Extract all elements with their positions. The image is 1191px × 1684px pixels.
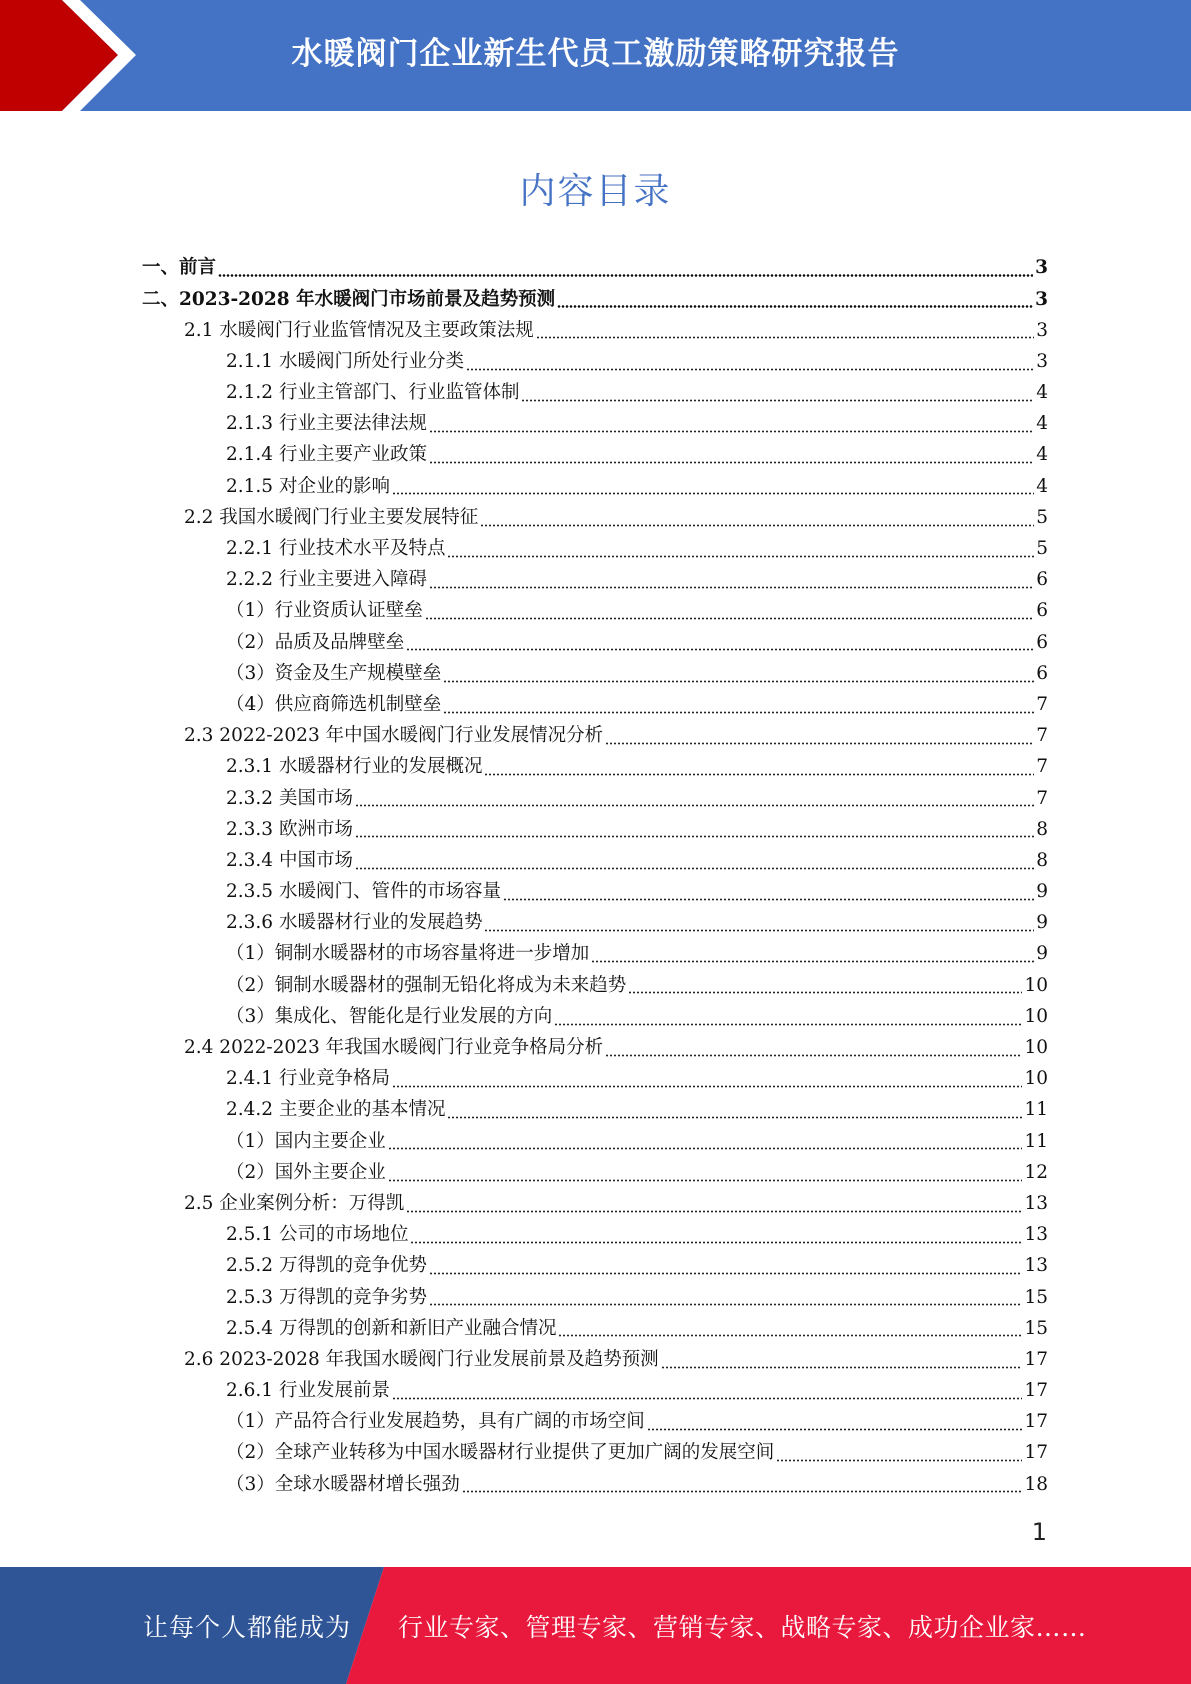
table-of-contents	[142, 253, 1048, 1501]
toc-entry[interactable]	[142, 1407, 1048, 1438]
toc-dot-leader	[466, 368, 1034, 371]
toc-entry-title: （4）供应商筛选机制壁垒	[226, 693, 442, 715]
toc-entry-page: 12	[1024, 1161, 1048, 1183]
toc-dot-leader	[429, 1272, 1022, 1275]
toc-dot-leader	[392, 1397, 1022, 1400]
toc-entry-page: 8	[1036, 849, 1048, 871]
toc-entry[interactable]	[142, 315, 1048, 346]
toc-entry-page: 17	[1024, 1348, 1048, 1370]
toc-entry[interactable]	[142, 908, 1048, 939]
toc-entry[interactable]	[142, 1157, 1048, 1188]
toc-dot-leader	[447, 555, 1034, 558]
toc-dot-leader	[355, 804, 1034, 807]
toc-dot-leader	[605, 1054, 1022, 1057]
toc-heading: 内容目录	[519, 171, 672, 212]
toc-entry-title: （2）国外主要企业	[226, 1161, 386, 1183]
toc-entry-title: 2.5.3 万得凯的竞争劣势	[226, 1286, 427, 1308]
toc-entry-title: （1）铜制水暖器材的市场容量将进一步增加	[226, 943, 590, 965]
toc-dot-leader	[558, 1334, 1022, 1337]
toc-entry-page: 3	[1035, 288, 1048, 310]
toc-entry-page: 4	[1036, 413, 1048, 435]
toc-dot-leader	[429, 430, 1034, 433]
toc-entry[interactable]	[142, 877, 1048, 908]
toc-entry-page: 6	[1036, 600, 1048, 622]
toc-entry-title: 2.3.6 水暖器材行业的发展趋势	[226, 912, 483, 934]
toc-entry[interactable]	[142, 1002, 1048, 1033]
toc-entry[interactable]	[142, 284, 1048, 315]
toc-entry-page: 8	[1036, 818, 1048, 840]
toc-dot-leader	[536, 336, 1034, 339]
toc-entry-title: 2.1.2 行业主管部门、行业监管体制	[226, 382, 520, 404]
toc-entry-title: 2.5.4 万得凯的创新和新旧产业融合情况	[226, 1317, 557, 1339]
toc-dot-leader	[591, 960, 1034, 963]
toc-dot-leader	[480, 524, 1034, 527]
toc-entry[interactable]	[142, 1095, 1048, 1126]
toc-entry[interactable]	[142, 721, 1048, 752]
toc-entry[interactable]	[142, 347, 1048, 378]
toc-entry-page: 15	[1024, 1317, 1048, 1339]
toc-entry[interactable]	[142, 1469, 1048, 1500]
toc-entry-page: 5	[1036, 506, 1048, 528]
toc-entry-page: 4	[1036, 475, 1048, 497]
toc-dot-leader	[443, 680, 1034, 683]
toc-dot-leader	[388, 1147, 1023, 1150]
toc-entry-title: 2.5.1 公司的市场地位	[226, 1224, 409, 1246]
toc-dot-leader	[388, 1179, 1023, 1182]
toc-entry-page: 3	[1036, 350, 1048, 372]
toc-entry-page: 18	[1024, 1473, 1048, 1495]
toc-entry[interactable]	[142, 1126, 1048, 1157]
report-header	[0, 0, 1191, 111]
toc-entry-title: （3）全球水暖器材增长强劲	[226, 1473, 460, 1495]
toc-entry-title: 2.4 2022-2023 年我国水暖阀门行业竞争格局分析	[184, 1037, 604, 1059]
toc-entry-title: 2.3.3 欧洲市场	[226, 818, 353, 840]
toc-entry-page: 11	[1024, 1099, 1048, 1121]
toc-entry-page: 5	[1036, 538, 1048, 560]
toc-entry[interactable]	[142, 534, 1048, 565]
toc-entry-page: 6	[1036, 662, 1048, 684]
toc-entry-title: 二、2023-2028 年水暖阀门市场前景及趋势预测	[142, 288, 556, 310]
toc-entry-page: 10	[1024, 1005, 1048, 1027]
toc-entry[interactable]	[142, 253, 1048, 284]
toc-entry-title: 2.5.2 万得凯的竞争优势	[226, 1255, 427, 1277]
toc-dot-leader	[484, 773, 1034, 776]
toc-entry[interactable]	[142, 783, 1048, 814]
toc-dot-leader	[392, 492, 1034, 495]
toc-entry[interactable]	[142, 690, 1048, 721]
toc-entry-page: 13	[1024, 1192, 1048, 1214]
toc-entry-page: 7	[1036, 756, 1048, 778]
toc-entry[interactable]	[142, 440, 1048, 471]
toc-entry[interactable]	[142, 565, 1048, 596]
toc-dot-leader	[503, 898, 1034, 901]
toc-dot-leader	[521, 399, 1034, 402]
toc-entry-title: 2.3.2 美国市场	[226, 787, 353, 809]
toc-dot-leader	[554, 1023, 1022, 1026]
toc-dot-leader	[443, 711, 1034, 714]
toc-entry-title: （2）品质及品牌壁垒	[226, 631, 405, 653]
toc-dot-leader	[447, 1116, 1022, 1119]
toc-entry[interactable]	[142, 1313, 1048, 1344]
toc-dot-leader	[776, 1459, 1022, 1462]
toc-dot-leader	[605, 742, 1034, 745]
toc-entry[interactable]	[142, 378, 1048, 409]
toc-entry-page: 6	[1036, 631, 1048, 653]
toc-entry-title: 2.1.4 行业主要产业政策	[226, 444, 427, 466]
toc-entry-title: （3）集成化、智能化是行业发展的方向	[226, 1005, 553, 1027]
toc-entry[interactable]	[142, 471, 1048, 502]
toc-entry-title: 2.6 2023-2028 年我国水暖阀门行业发展前景及趋势预测	[184, 1348, 659, 1370]
toc-entry[interactable]	[142, 596, 1048, 627]
toc-dot-leader	[355, 867, 1034, 870]
toc-entry-page: 11	[1024, 1130, 1048, 1152]
toc-entry-title: 2.3.5 水暖阀门、管件的市场容量	[226, 881, 501, 903]
toc-dot-leader	[406, 648, 1034, 651]
toc-entry-page: 17	[1024, 1380, 1048, 1402]
toc-dot-leader	[557, 305, 1033, 308]
toc-dot-leader	[410, 1241, 1022, 1244]
toc-entry-page: 13	[1024, 1224, 1048, 1246]
toc-entry[interactable]	[142, 939, 1048, 970]
toc-entry-title: （2）铜制水暖器材的强制无铅化将成为未来趋势	[226, 974, 627, 996]
toc-entry[interactable]	[142, 1376, 1048, 1407]
footer-slogan-left: 让每个人都能成为	[143, 1612, 352, 1642]
toc-entry[interactable]	[142, 503, 1048, 534]
toc-entry-title: 2.1.5 对企业的影响	[226, 475, 390, 497]
toc-entry-title: （1）国内主要企业	[226, 1130, 386, 1152]
toc-dot-leader	[425, 617, 1034, 620]
toc-entry-page: 17	[1024, 1442, 1048, 1464]
toc-entry-page: 15	[1024, 1286, 1048, 1308]
toc-entry-page: 10	[1024, 1068, 1048, 1090]
toc-entry-title: 2.2.1 行业技术水平及特点	[226, 538, 446, 560]
toc-entry[interactable]	[142, 1282, 1048, 1313]
toc-entry-page: 9	[1036, 943, 1048, 965]
toc-entry-title: 2.5 企业案例分析：万得凯	[184, 1192, 405, 1214]
toc-entry-page: 7	[1036, 693, 1048, 715]
toc-dot-leader	[429, 1303, 1022, 1306]
toc-entry-page: 3	[1035, 257, 1048, 279]
toc-entry-title: 2.3.4 中国市场	[226, 849, 353, 871]
toc-entry-page: 13	[1024, 1255, 1048, 1277]
toc-entry-title: 2.3.1 水暖器材行业的发展概况	[226, 756, 483, 778]
toc-entry[interactable]	[142, 627, 1048, 658]
toc-dot-leader	[429, 586, 1034, 589]
toc-entry-title: 2.4.1 行业竞争格局	[226, 1068, 390, 1090]
toc-entry-page: 10	[1024, 974, 1048, 996]
toc-entry-title: 2.2 我国水暖阀门行业主要发展特征	[184, 506, 479, 528]
toc-dot-leader	[462, 1490, 1023, 1493]
toc-entry[interactable]	[142, 1345, 1048, 1376]
toc-entry-title: （2）全球产业转移为中国水暖器材行业提供了更加广阔的发展空间	[226, 1442, 775, 1464]
toc-entry-title: 2.6.1 行业发展前景	[226, 1380, 390, 1402]
toc-entry-title: 2.1.1 水暖阀门所处行业分类	[226, 350, 464, 372]
toc-entry[interactable]	[142, 814, 1048, 845]
toc-entry[interactable]	[142, 1064, 1048, 1095]
toc-entry[interactable]	[142, 1189, 1048, 1220]
toc-entry-title: 2.2.2 行业主要进入障碍	[226, 569, 427, 591]
toc-dot-leader	[661, 1366, 1023, 1369]
toc-entry[interactable]	[142, 846, 1048, 877]
toc-dot-leader	[406, 1210, 1022, 1213]
toc-entry-page: 4	[1036, 444, 1048, 466]
toc-dot-leader	[392, 1085, 1022, 1088]
report-title: 水暖阀门企业新生代员工激励策略研究报告	[291, 35, 900, 72]
toc-entry-title: （1）行业资质认证壁垒	[226, 600, 423, 622]
toc-dot-leader	[628, 991, 1022, 994]
toc-entry[interactable]	[142, 1438, 1048, 1469]
toc-dot-leader	[647, 1428, 1023, 1431]
toc-entry-page: 3	[1036, 319, 1048, 341]
toc-entry-page: 7	[1036, 787, 1048, 809]
toc-dot-leader	[429, 461, 1034, 464]
toc-entry-page: 4	[1036, 382, 1048, 404]
toc-entry-page: 9	[1036, 881, 1048, 903]
toc-entry-title: 2.1 水暖阀门行业监管情况及主要政策法规	[184, 319, 534, 341]
report-footer	[0, 1567, 1191, 1684]
toc-entry-page: 6	[1036, 569, 1048, 591]
footer-slogan-right: 行业专家、管理专家、营销专家、战略专家、成功企业家……	[398, 1612, 1087, 1642]
toc-entry-page: 7	[1036, 725, 1048, 747]
toc-entry-title: （3）资金及生产规模壁垒	[226, 662, 442, 684]
toc-entry-page: 17	[1024, 1411, 1048, 1433]
toc-entry[interactable]	[142, 1220, 1048, 1251]
toc-entry[interactable]	[142, 1033, 1048, 1064]
toc-entry[interactable]	[142, 970, 1048, 1001]
toc-entry-title: 2.3 2022-2023 年中国水暖阀门行业发展情况分析	[184, 725, 604, 747]
toc-entry[interactable]	[142, 752, 1048, 783]
toc-dot-leader	[218, 274, 1033, 277]
toc-dot-leader	[484, 929, 1034, 932]
toc-entry[interactable]	[142, 409, 1048, 440]
toc-entry-title: （1）产品符合行业发展趋势，具有广阔的市场空间	[226, 1411, 645, 1433]
toc-entry-page: 9	[1036, 912, 1048, 934]
toc-dot-leader	[355, 835, 1034, 838]
page-number: 1	[1031, 1518, 1047, 1546]
toc-entry-page: 10	[1024, 1037, 1048, 1059]
toc-entry-title: 一、前言	[142, 257, 217, 279]
toc-entry[interactable]	[142, 1251, 1048, 1282]
toc-entry[interactable]	[142, 658, 1048, 689]
toc-entry-title: 2.1.3 行业主要法律法规	[226, 413, 427, 435]
toc-entry-title: 2.4.2 主要企业的基本情况	[226, 1099, 446, 1121]
